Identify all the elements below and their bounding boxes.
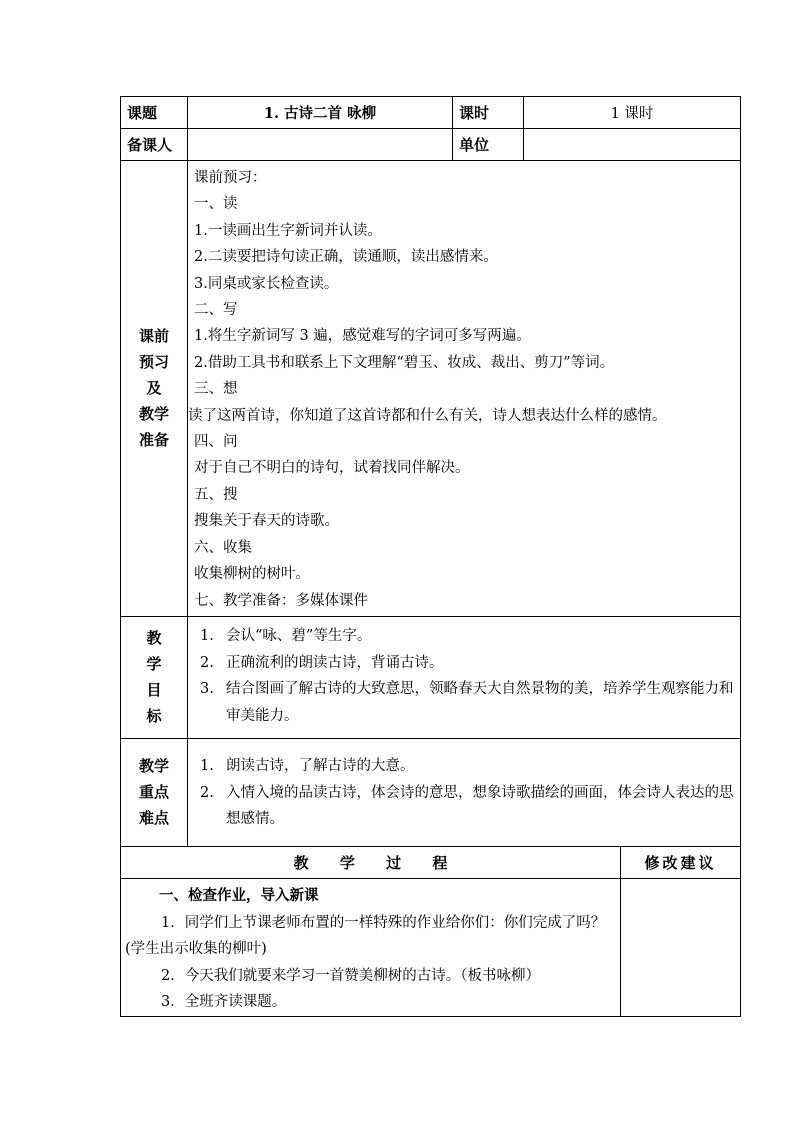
preview-line: 2.借助工具书和联系上下文理解“碧玉、妆成、裁出、剪刀”等词。 (194, 354, 615, 371)
process-section-title: 一、检查作业，导入新课 (159, 886, 319, 904)
process-title (121, 846, 621, 878)
preview-content (188, 161, 741, 617)
goals-content (188, 616, 741, 738)
process-paragraph: 2．今天我们就要来学习一首赞美柳树的古诗。（板书咏柳） (161, 967, 540, 984)
preview-label-line: 预习 (138, 353, 169, 372)
preparer-value (188, 129, 453, 161)
hours-value: 1 课时 (524, 97, 741, 129)
goals-label-line: 学 (146, 655, 162, 674)
process-paragraph: 1．同学们上节课老师布置的一样特殊的作业给你们：你们完成了吗？(学生出示收集的柳叶) (125, 914, 606, 958)
goal-item (200, 650, 734, 677)
preview-line: 收集柳树的树叶。 (194, 566, 310, 583)
goal-item (200, 623, 734, 650)
lesson-plan-page (120, 96, 740, 1017)
process-title-char: 程 (432, 853, 448, 872)
preview-label (121, 161, 188, 617)
preview-line: 三、想 (194, 381, 238, 398)
preview-label-line: 教学 (138, 405, 169, 424)
goal-item (200, 676, 734, 729)
process-title-char: 学 (339, 853, 355, 872)
preview-line: 六、收集 (194, 539, 252, 556)
keypoints-label-line: 难点 (138, 809, 169, 828)
preview-line: 1.一读画出生字新词并认读。 (194, 222, 382, 239)
preparer-label: 备课人 (121, 129, 188, 161)
goal-num: 3. (200, 681, 214, 698)
topic-label: 课题 (121, 97, 188, 129)
goal-text: 会认“咏、碧”等生字。 (226, 627, 372, 644)
keypoints-label-line: 重点 (138, 783, 169, 802)
process-content-row (121, 878, 741, 1016)
keypoint-num: 2. (200, 784, 214, 801)
topic-value: 1. 古诗二首 咏柳 (188, 97, 453, 129)
preview-row (121, 161, 741, 617)
keypoints-label-line: 教学 (138, 757, 169, 776)
goals-label-line: 标 (146, 707, 162, 726)
suggest-content (621, 878, 741, 1016)
keypoints-content (188, 738, 741, 846)
preview-line: 二、写 (194, 302, 238, 319)
preview-label-line: 准备 (138, 431, 169, 450)
hours-label: 课时 (453, 97, 524, 129)
process-content (121, 878, 621, 1016)
preview-line: 四、问 (194, 434, 238, 451)
goals-label-line: 教 (146, 629, 162, 648)
preview-label-line: 课前 (138, 327, 169, 346)
preview-line: 七、教学准备：多媒体课件 (194, 592, 368, 609)
process-header-row (121, 846, 741, 878)
goal-num: 1. (200, 627, 214, 644)
goal-text: 正确流利的朗读古诗，背诵古诗。 (226, 654, 444, 671)
keypoints-label (121, 738, 188, 846)
preview-line: 读了这两首诗，你知道了这首诗都和什么有关，诗人想表达什么样的感情。 (188, 407, 667, 424)
preview-line: 3.同桌或家长检查读。 (194, 275, 339, 292)
preview-line: 2.二读要把诗句读正确，读通顺，读出感情来。 (194, 249, 498, 266)
goals-label (121, 616, 188, 738)
preview-line: 搜集关于春天的诗歌。 (194, 513, 339, 530)
goals-row (121, 616, 741, 738)
preview-line: 一、读 (194, 196, 238, 213)
lesson-plan-table (120, 96, 741, 1017)
preparer-row (121, 129, 741, 161)
suggest-label: 修改建议 (621, 846, 741, 878)
keypoint-item (200, 753, 734, 780)
unit-value (524, 129, 741, 161)
preview-line: 课前预习： (194, 170, 267, 186)
process-title-char: 教 (293, 853, 309, 872)
process-paragraph: 3．全班齐读课题。 (161, 994, 287, 1011)
goals-label-line: 目 (146, 681, 162, 700)
preview-line: 五、搜 (194, 486, 238, 503)
keypoint-num: 1. (200, 757, 214, 774)
preview-label-line: 及 (146, 379, 162, 398)
keypoints-row (121, 738, 741, 846)
keypoint-text: 入情入境的品读古诗，体会诗的意思，想象诗歌描绘的画面，体会诗人表达的思想感情。 (226, 784, 734, 828)
preview-line: 对于自己不明白的诗句，试着找同伴解决。 (194, 460, 470, 477)
unit-label: 单位 (453, 129, 524, 161)
keypoint-item (200, 780, 734, 833)
goal-text: 结合图画了解古诗的大致意思，领略春天大自然景物的美，培养学生观察能力和审美能力。 (226, 681, 734, 724)
keypoint-text: 朗读古诗，了解古诗的大意。 (226, 757, 415, 774)
goal-num: 2. (200, 654, 214, 671)
topic-row (121, 97, 741, 129)
process-title-char: 过 (386, 853, 402, 872)
preview-line: 1.将生字新词写 3 遍，感觉难写的字词可多写两遍。 (194, 328, 531, 345)
